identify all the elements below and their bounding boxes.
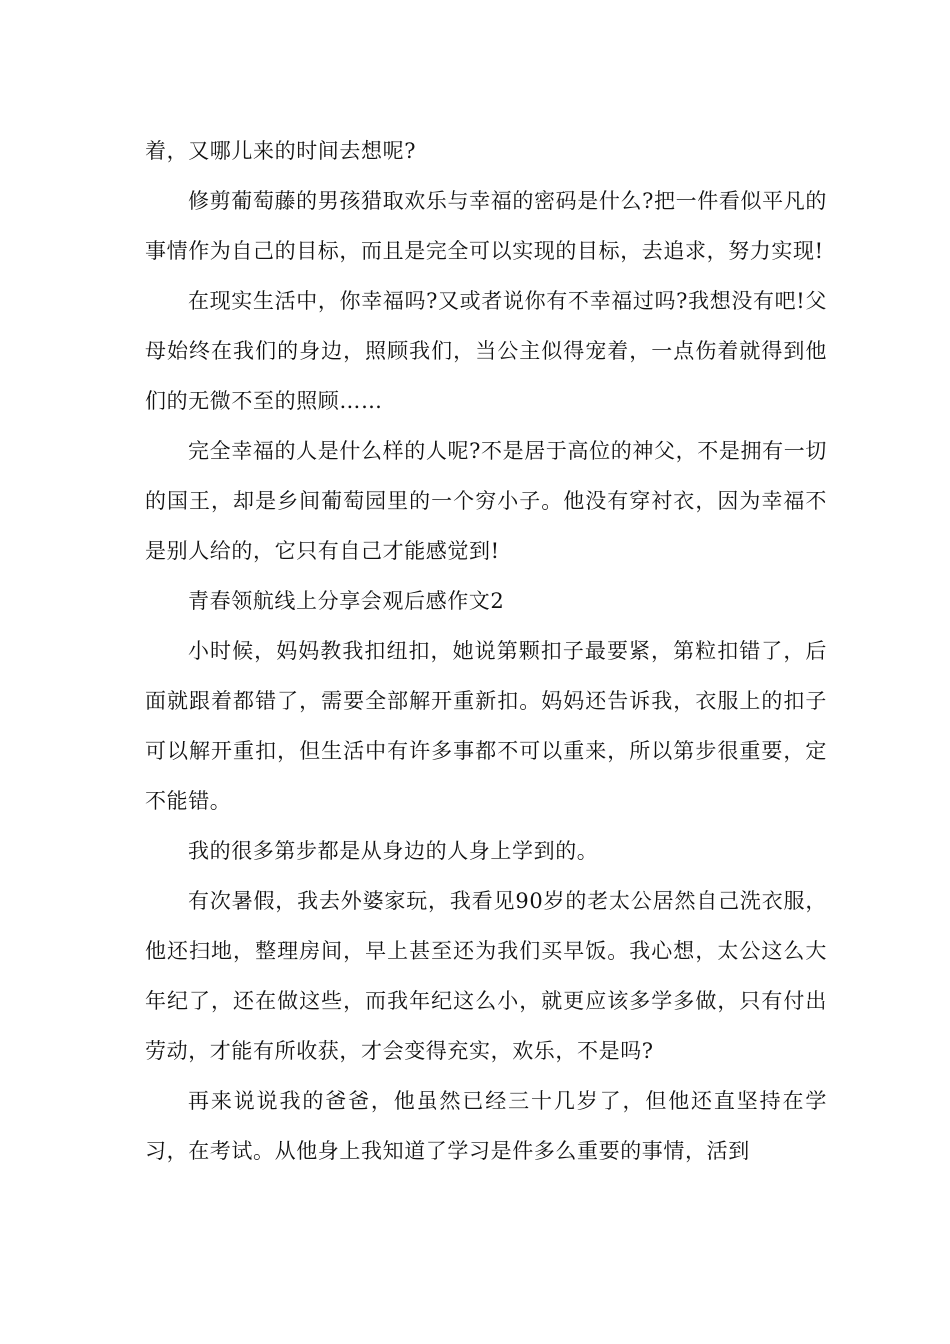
paragraph-grape-boy: 修剪葡萄藤的男孩猎取欢乐与幸福的密码是什么?把一件看似平凡的事情作为自己的目标，而且是完全可以实现的目标，去追求，努力实现! <box>145 189 827 263</box>
section-title: 青春领航线上分享会观后感作文2 <box>188 589 505 613</box>
paragraph-first-steps: 我的很多第步都是从身边的人身上学到的。 <box>188 839 599 863</box>
paragraph-happy-person: 完全幸福的人是什么样的人呢?不是居于高位的神父，不是拥有一切的国王，却是乡间葡萄园里的一个穷小子。他没有穿衬衣，因为幸福不是别人给的，它只有自己才能感觉到! <box>145 439 827 563</box>
paragraph-buttons: 小时候，妈妈教我扣纽扣，她说第颗扣子最要紧，第粒扣错了，后面就跟着都错了，需要全部解开重新扣。妈妈还告诉我，衣服上的扣子可以解开重扣，但生活中有许多事都不可以重来，所以第步很重要，定不能错。 <box>145 639 827 813</box>
paragraph-father: 再来说说我的爸爸，他虽然已经三十几岁了，但他还直坚持在学习，在考试。从他身上我知道了学习是件多么重要的事情，活到 <box>145 1089 827 1163</box>
paragraph-continuation: 着，又哪儿来的时间去想呢? <box>145 139 417 163</box>
paragraph-great-grandpa: 有次暑假，我去外婆家玩，我看见90岁的老太公居然自己洗衣服，他还扫地，整理房间，早上甚至还为我们买早饭。我心想，太公这么大年纪了，还在做这些，而我年纪这么小，就更应该多学多做，只有付出劳动，才能有所收获，才会变得充实，欢乐，不是吗? <box>145 889 827 1063</box>
paragraph-real-life: 在现实生活中，你幸福吗?又或者说你有不幸福过吗?我想没有吧!父母始终在我们的身边，照顾我们，当公主似得宠着，一点伤着就得到他们的无微不至的照顾…… <box>145 289 827 413</box>
document-body <box>145 126 827 1176</box>
